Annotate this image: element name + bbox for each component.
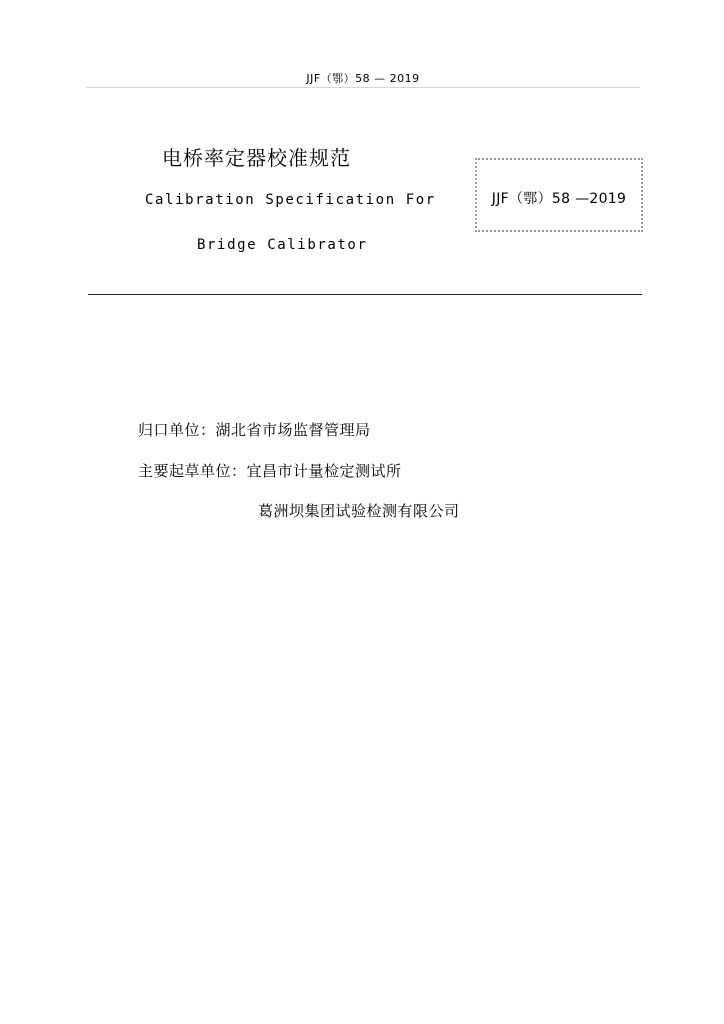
title-divider (88, 294, 642, 295)
administering-unit: 归口单位：湖北省市场监督管理局 (138, 421, 371, 439)
specification-code: JJF（鄂）58 —2019 (491, 191, 627, 207)
specification-code-box (475, 158, 643, 232)
drafting-unit: 主要起草单位：宜昌市计量检定测试所 (138, 462, 402, 480)
page-header-code: JJF（鄂）58 — 2019 (306, 72, 420, 85)
drafting-unit-second: 葛洲坝集团试验检测有限公司 (258, 502, 460, 520)
document-title-english-line2: Bridge Calibrator (197, 237, 368, 253)
document-title-chinese: 电桥率定器校准规范 (162, 146, 351, 170)
header-divider (86, 87, 640, 88)
document-title-english-line1: Calibration Specification For (145, 192, 436, 208)
